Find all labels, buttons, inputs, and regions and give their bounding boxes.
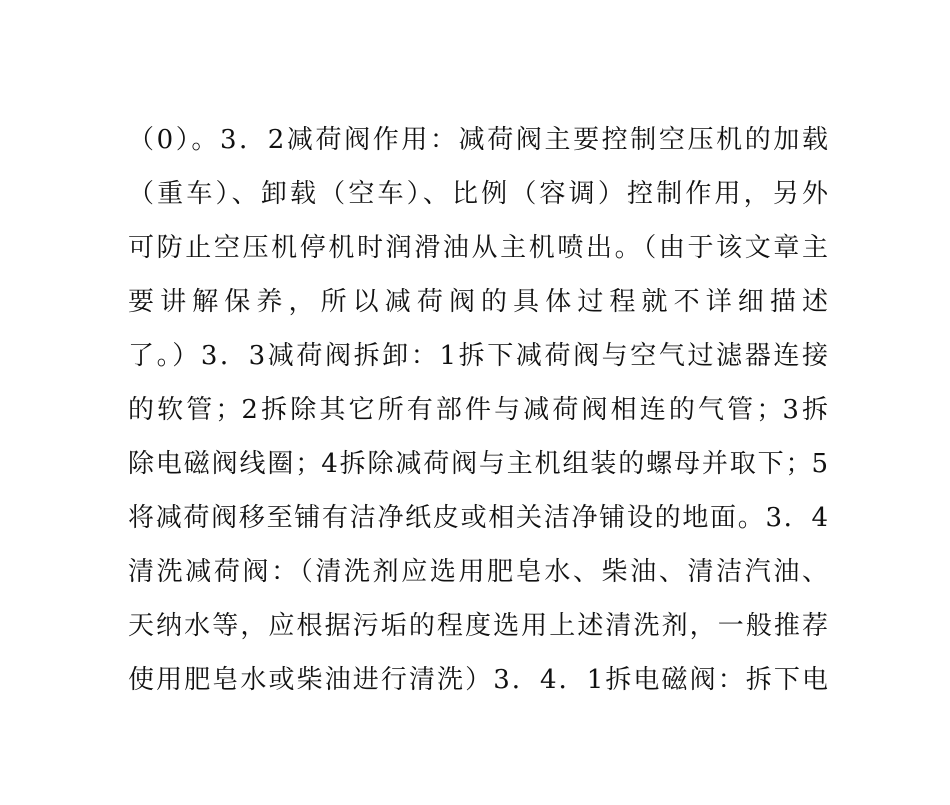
text-line: （0）。3．2减荷阀作用：减荷阀主要控制空压机的加载 [128,125,828,155]
body-text [128,113,828,707]
text-line: 要讲解保养，所以减荷阀的具体过程就不详细描述 [128,287,828,317]
text-line: 可防止空压机停机时润滑油从主机喷出。（由于该文章主 [128,233,828,263]
text-line: （重车）、卸载（空车）、比例（容调）控制作用，另外 [128,179,828,209]
text-line: 使用肥皂水或柴油进行清洗）3．4．1拆电磁阀：拆下电 [128,665,828,695]
text-line: 了。）3．3减荷阀拆卸：1拆下减荷阀与空气过滤器连接 [128,341,828,371]
text-line: 除电磁阀线圈；4拆除减荷阀与主机组装的螺母并取下；5 [128,449,828,479]
text-line: 天纳水等，应根据污垢的程度选用上述清洗剂，一般推荐 [128,611,828,641]
text-line: 清洗减荷阀：（清洗剂应选用肥皂水、柴油、清洁汽油、 [128,557,828,587]
text-line: 将减荷阀移至铺有洁净纸皮或相关洁净铺设的地面。3．4 [128,503,828,533]
text-line: 的软管；2拆除其它所有部件与减荷阀相连的气管；3拆 [128,395,828,425]
